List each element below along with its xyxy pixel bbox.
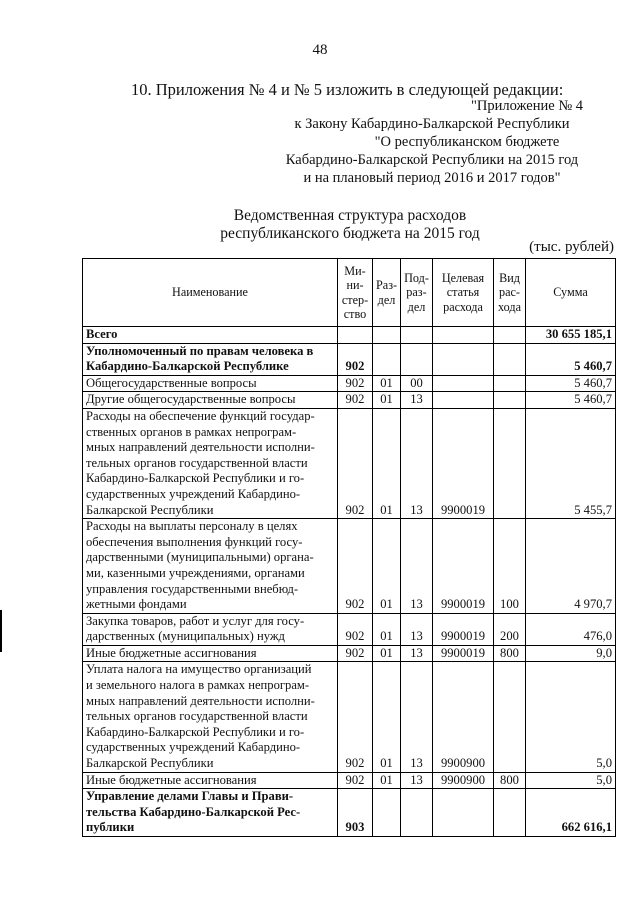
table-row: [83, 343, 616, 375]
row-target-cell: 9900019: [433, 408, 494, 518]
row-type-cell: 800: [494, 772, 526, 789]
row-section-cell: [373, 327, 401, 344]
row-type-cell: 200: [494, 613, 526, 645]
row-subsection-cell: 13: [401, 613, 433, 645]
row-name-cell: Закупка товаров, работ и услуг для госу- дарственных (муниципальных) нужд: [83, 613, 338, 645]
row-target-cell: [433, 343, 494, 375]
appendix-header: [252, 97, 612, 187]
appendix-line: к Закону Кабардино-Балкарской Республики: [294, 116, 570, 132]
row-name-cell: Всего: [83, 327, 338, 344]
row-subsection-cell: 13: [401, 519, 433, 614]
row-section-cell: 01: [373, 519, 401, 614]
row-amount-cell: 5,0: [526, 662, 616, 772]
row-subsection-cell: [401, 789, 433, 837]
table-row: [83, 662, 616, 772]
row-target-cell: [433, 327, 494, 344]
row-section-cell: 01: [373, 645, 401, 662]
row-type-cell: [494, 392, 526, 409]
row-target-cell: [433, 789, 494, 837]
table-row: [83, 392, 616, 409]
row-amount-cell: 5 460,7: [526, 375, 616, 392]
row-amount-cell: 476,0: [526, 613, 616, 645]
row-name-cell: Общегосударственные вопросы: [83, 375, 338, 392]
row-type-cell: [494, 408, 526, 518]
appendix-line: и на плановый период 2016 и 2017 годов": [303, 170, 561, 186]
row-type-cell: [494, 343, 526, 375]
table-body: [83, 327, 616, 837]
row-amount-cell: 5 460,7: [526, 392, 616, 409]
col-header-subsection: Под- раз- дел: [401, 259, 433, 327]
table-row: [83, 327, 616, 344]
row-subsection-cell: 00: [401, 375, 433, 392]
row-subsection-cell: 13: [401, 662, 433, 772]
row-ministry-cell: 902: [338, 772, 373, 789]
col-header-ministry: Ми- ни- стер- ство: [338, 259, 373, 327]
row-ministry-cell: 902: [338, 613, 373, 645]
row-type-cell: [494, 662, 526, 772]
row-section-cell: 01: [373, 662, 401, 772]
row-subsection-cell: 13: [401, 772, 433, 789]
row-type-cell: 800: [494, 645, 526, 662]
appendix-line: "Приложение № 4: [470, 98, 584, 114]
row-type-cell: [494, 327, 526, 344]
page-number: 48: [312, 42, 328, 58]
row-section-cell: 01: [373, 408, 401, 518]
row-subsection-cell: [401, 343, 433, 375]
col-header-type: Вид рас- хода: [494, 259, 526, 327]
row-section-cell: 01: [373, 772, 401, 789]
row-ministry-cell: 902: [338, 343, 373, 375]
row-subsection-cell: 13: [401, 408, 433, 518]
table-row: [83, 519, 616, 614]
row-ministry-cell: 903: [338, 789, 373, 837]
row-name-cell: Расходы на обеспечение функций государ- ственных органов в рамках непрограм- мных направлений деятельности исполни- тельных органов государственной власти Кабардино-Балкарской Республики и го- сударственных учреждений Кабардино- Балкарской Республики: [83, 408, 338, 518]
row-subsection-cell: [401, 327, 433, 344]
table-row: [83, 408, 616, 518]
row-name-cell: Иные бюджетные ассигнования: [83, 645, 338, 662]
col-header-name: Наименование: [83, 259, 338, 327]
col-header-target: Целевая статья расхода: [433, 259, 494, 327]
intro-paragraph: 10. Приложения № 4 и № 5 изложить в следующей редакции:: [131, 80, 564, 99]
row-amount-cell: 9,0: [526, 645, 616, 662]
row-section-cell: 01: [373, 392, 401, 409]
row-amount-cell: 30 655 185,1: [526, 327, 616, 344]
row-ministry-cell: 902: [338, 408, 373, 518]
row-section-cell: 01: [373, 613, 401, 645]
row-ministry-cell: 902: [338, 662, 373, 772]
scan-edge-mark: [0, 610, 2, 652]
expenditure-table: [82, 258, 616, 837]
title-line: Ведомственная структура расходов: [233, 207, 467, 224]
header-row: [83, 259, 616, 327]
row-section-cell: 01: [373, 375, 401, 392]
table-row: [83, 613, 616, 645]
row-target-cell: [433, 392, 494, 409]
row-amount-cell: 5 460,7: [526, 343, 616, 375]
row-ministry-cell: 902: [338, 645, 373, 662]
row-name-cell: Управление делами Главы и Прави- тельства Кабардино-Балкарской Рес- публики: [83, 789, 338, 837]
row-name-cell: Другие общегосударственные вопросы: [83, 392, 338, 409]
row-target-cell: 9900019: [433, 613, 494, 645]
row-type-cell: [494, 375, 526, 392]
table-row: [83, 645, 616, 662]
row-target-cell: [433, 375, 494, 392]
row-ministry-cell: 902: [338, 375, 373, 392]
title-line: республиканского бюджета на 2015 год: [220, 225, 480, 242]
row-name-cell: Уплата налога на имущество организаций и земельного налога в рамках непрограм- мных направлений деятельности исполни- тельных органов государственной власти Кабардино-Балкарской Республики и го- сударственных учреждений Кабардино- Балкарской Республики: [83, 662, 338, 772]
row-name-cell: Уполномоченный по правам человека в Кабардино-Балкарской Республике: [83, 343, 338, 375]
row-subsection-cell: 13: [401, 392, 433, 409]
row-amount-cell: 5,0: [526, 772, 616, 789]
appendix-line: "О республиканском бюджете: [374, 134, 560, 150]
col-header-amount: Сумма: [526, 259, 616, 327]
table-row: [83, 772, 616, 789]
table-row: [83, 375, 616, 392]
row-name-cell: Иные бюджетные ассигнования: [83, 772, 338, 789]
row-name-cell: Расходы на выплаты персоналу в целях обеспечения выполнения функций госу- дарственными (муниципальными) органа- ми, казенными учреждениями, органами управления государственными внебюд- жетными фондами: [83, 519, 338, 614]
row-section-cell: [373, 343, 401, 375]
table-row: [83, 789, 616, 837]
row-target-cell: 9900900: [433, 662, 494, 772]
col-header-section: Раз- дел: [373, 259, 401, 327]
row-ministry-cell: [338, 327, 373, 344]
row-type-cell: [494, 789, 526, 837]
row-target-cell: 9900019: [433, 519, 494, 614]
row-subsection-cell: 13: [401, 645, 433, 662]
appendix-line: Кабардино-Балкарской Республики на 2015 год: [285, 152, 579, 168]
row-ministry-cell: 902: [338, 392, 373, 409]
row-amount-cell: 5 455,7: [526, 408, 616, 518]
unit-label: (тыс. рублей): [529, 239, 614, 255]
table-title: [200, 207, 500, 243]
row-target-cell: 9900019: [433, 645, 494, 662]
row-section-cell: [373, 789, 401, 837]
row-ministry-cell: 902: [338, 519, 373, 614]
row-amount-cell: 662 616,1: [526, 789, 616, 837]
row-type-cell: 100: [494, 519, 526, 614]
row-amount-cell: 4 970,7: [526, 519, 616, 614]
row-target-cell: 9900900: [433, 772, 494, 789]
